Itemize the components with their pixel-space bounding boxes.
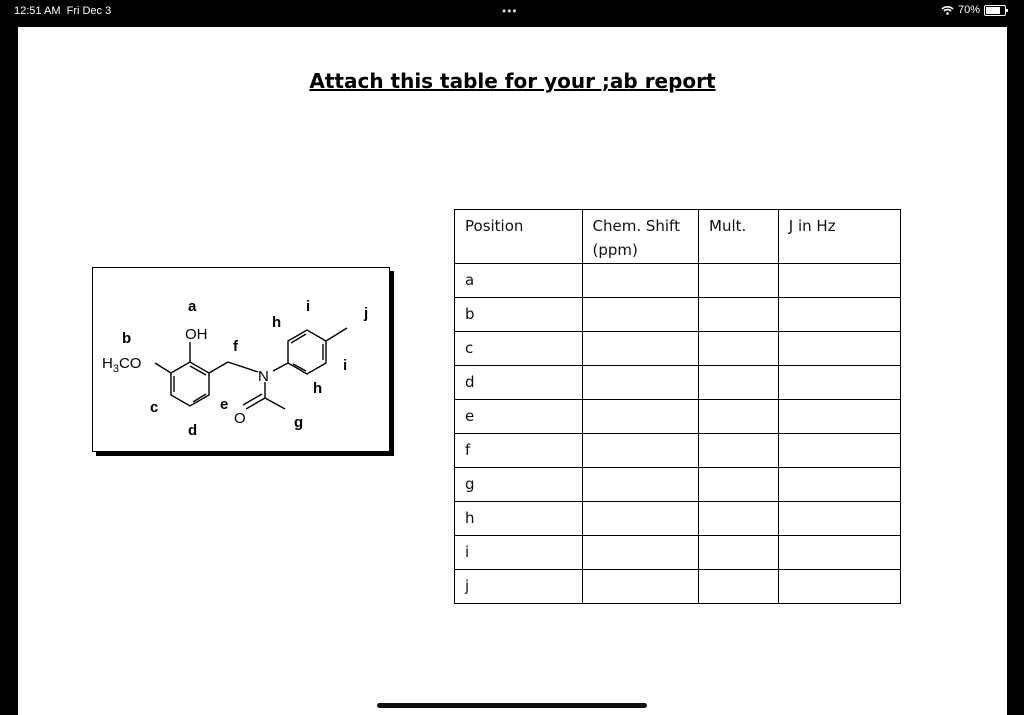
table-row (455, 366, 901, 400)
j-cell[interactable] (778, 264, 900, 298)
j-cell[interactable] (778, 502, 900, 536)
mult-cell[interactable] (699, 264, 779, 298)
atom-o: O (234, 410, 246, 427)
label-j: j (364, 305, 369, 322)
label-b: b (122, 330, 132, 347)
j-cell[interactable] (778, 570, 900, 604)
j-cell[interactable] (778, 400, 900, 434)
document-title: Attach this table for your ;ab report (309, 69, 716, 93)
battery-percent: 70% (957, 4, 980, 16)
position-cell: d (455, 366, 583, 400)
mult-cell[interactable] (699, 332, 779, 366)
shift-cell[interactable] (582, 264, 699, 298)
position-cell: f (455, 434, 583, 468)
table-header-row (455, 210, 901, 264)
table-row (455, 536, 901, 570)
status-time: 12:51 AM Fri Dec 3 (14, 5, 112, 17)
header-j: J in Hz (778, 210, 900, 264)
atom-h3co: $H_3CO$ (102, 355, 142, 375)
header-position: Position (455, 210, 583, 264)
table-row (455, 298, 901, 332)
mult-cell[interactable] (699, 298, 779, 332)
position-cell: i (455, 536, 583, 570)
label-d: d (188, 422, 198, 439)
table-row (455, 468, 901, 502)
label-e: e (220, 396, 229, 413)
j-cell[interactable] (778, 298, 900, 332)
wifi-icon (941, 5, 954, 15)
position-cell: c (455, 332, 583, 366)
mult-cell[interactable] (699, 366, 779, 400)
j-cell[interactable] (778, 434, 900, 468)
j-cell[interactable] (778, 366, 900, 400)
shift-cell[interactable] (582, 570, 699, 604)
mult-cell[interactable] (699, 502, 779, 536)
mult-cell[interactable] (699, 400, 779, 434)
table-row (455, 502, 901, 536)
position-cell: g (455, 468, 583, 502)
label-g: g (294, 414, 304, 431)
shift-cell[interactable] (582, 468, 699, 502)
label-i-top: i (306, 298, 311, 315)
label-c: c (150, 399, 159, 416)
table-row (455, 570, 901, 604)
position-cell: b (455, 298, 583, 332)
mult-cell[interactable] (699, 536, 779, 570)
mult-cell[interactable] (699, 434, 779, 468)
shift-cell[interactable] (582, 434, 699, 468)
multitasking-dots[interactable]: ••• (502, 4, 518, 18)
position-cell: e (455, 400, 583, 434)
table-row (455, 434, 901, 468)
j-cell[interactable] (778, 468, 900, 502)
mult-cell[interactable] (699, 468, 779, 502)
header-chem-shift: Chem. Shift (ppm) (582, 210, 699, 264)
table-row (455, 400, 901, 434)
atom-n: N (258, 368, 269, 385)
j-cell[interactable] (778, 332, 900, 366)
shift-cell[interactable] (582, 400, 699, 434)
shift-cell[interactable] (582, 536, 699, 570)
document-page[interactable] (18, 27, 1007, 715)
nmr-table (454, 209, 901, 604)
atom-oh: OH (185, 326, 208, 343)
header-mult: Mult. (699, 210, 779, 264)
status-bar (0, 0, 1024, 24)
battery-icon (984, 5, 1006, 16)
label-h-bottom: h (313, 380, 323, 397)
position-cell: a (455, 264, 583, 298)
j-cell[interactable] (778, 536, 900, 570)
label-f: f (233, 338, 238, 355)
position-cell: j (455, 570, 583, 604)
table-row (455, 264, 901, 298)
position-cell: h (455, 502, 583, 536)
mult-cell[interactable] (699, 570, 779, 604)
label-h-top: h (272, 314, 282, 331)
molecule-structure (92, 267, 390, 452)
label-i-right: i (343, 357, 348, 374)
shift-cell[interactable] (582, 332, 699, 366)
table-row (455, 332, 901, 366)
label-a: a (188, 298, 197, 315)
home-indicator[interactable] (377, 703, 647, 708)
shift-cell[interactable] (582, 502, 699, 536)
shift-cell[interactable] (582, 366, 699, 400)
status-indicators (941, 4, 1006, 16)
shift-cell[interactable] (582, 298, 699, 332)
